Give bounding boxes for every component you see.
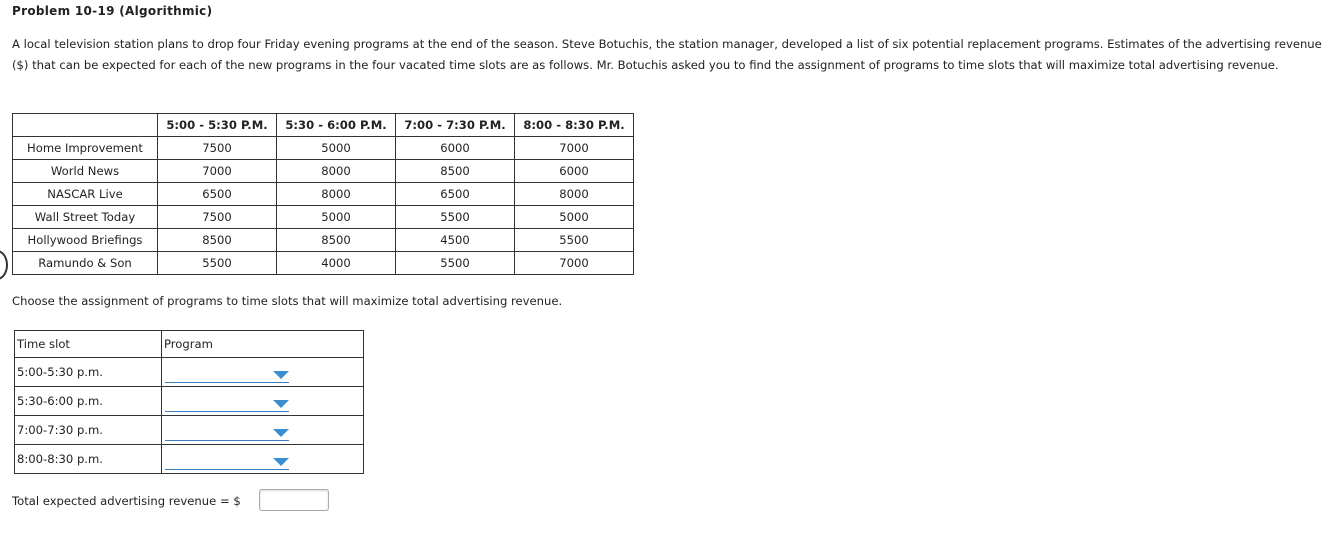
revenue-cell: 5500	[396, 252, 515, 275]
program-name: NASCAR Live	[13, 183, 158, 206]
revenue-cell: 5500	[396, 206, 515, 229]
revenue-cell: 7500	[158, 206, 277, 229]
program-header: Program	[162, 331, 364, 358]
column-header: 5:00 - 5:30 P.M.	[158, 114, 277, 137]
revenue-cell: 5000	[277, 206, 396, 229]
caret-down-icon[interactable]	[273, 458, 289, 466]
table-row	[15, 387, 364, 416]
program-select-1[interactable]	[165, 362, 289, 383]
revenue-cell: 4500	[396, 229, 515, 252]
revenue-cell: 5000	[277, 137, 396, 160]
program-name: World News	[13, 160, 158, 183]
time-slot-header: Time slot	[15, 331, 162, 358]
time-slot-label: 5:30-6:00 p.m.	[15, 387, 162, 416]
caret-down-icon[interactable]	[273, 371, 289, 379]
program-cell	[162, 445, 364, 474]
side-scroll-handle[interactable]	[0, 250, 8, 280]
revenue-cell: 7500	[158, 137, 277, 160]
program-name: Hollywood Briefings	[13, 229, 158, 252]
table-row	[13, 229, 634, 252]
total-revenue-label: Total expected advertising revenue = $	[12, 494, 241, 508]
revenue-cell: 8500	[396, 160, 515, 183]
table-row	[13, 183, 634, 206]
assignment-header-row	[15, 331, 364, 358]
caret-down-icon[interactable]	[273, 429, 289, 437]
revenue-cell: 6500	[158, 183, 277, 206]
program-select-2[interactable]	[165, 391, 289, 412]
column-header: 5:30 - 6:00 P.M.	[277, 114, 396, 137]
revenue-cell: 8500	[277, 229, 396, 252]
revenue-table	[12, 113, 634, 275]
table-row	[13, 252, 634, 275]
revenue-cell: 7000	[515, 252, 634, 275]
caret-down-icon[interactable]	[273, 400, 289, 408]
question-prompt: Choose the assignment of programs to time slots that will maximize total advertising revenue.	[12, 294, 563, 308]
revenue-cell: 8500	[158, 229, 277, 252]
program-cell	[162, 358, 364, 387]
revenue-cell: 8000	[515, 183, 634, 206]
program-select-4[interactable]	[165, 449, 289, 470]
program-select-3[interactable]	[165, 420, 289, 441]
revenue-cell: 5500	[515, 229, 634, 252]
table-row	[13, 160, 634, 183]
revenue-cell: 8000	[277, 160, 396, 183]
table-row	[13, 206, 634, 229]
revenue-cell: 4000	[277, 252, 396, 275]
total-revenue-input[interactable]	[259, 489, 329, 511]
revenue-header-row	[13, 114, 634, 137]
program-name: Ramundo & Son	[13, 252, 158, 275]
revenue-cell: 6000	[396, 137, 515, 160]
revenue-cell: 6500	[396, 183, 515, 206]
time-slot-label: 5:00-5:30 p.m.	[15, 358, 162, 387]
table-row	[15, 445, 364, 474]
problem-intro: A local television station plans to drop four Friday evening programs at the end of the season. Steve Botuchis, the station manager, developed a list of six potential replacement programs. Estimates of the advertising revenue ($) that can be expected for each of the new programs in the four vacated time slots are as follows. Mr. Botuchis asked you to find the assignment of programs to time slots that will maximize total advertising revenue.	[12, 37, 1322, 72]
table-row	[15, 358, 364, 387]
table-row	[15, 416, 364, 445]
revenue-cell: 6000	[515, 160, 634, 183]
revenue-cell: 8000	[277, 183, 396, 206]
table-row	[13, 137, 634, 160]
revenue-cell: 5500	[158, 252, 277, 275]
revenue-cell: 5000	[515, 206, 634, 229]
program-name: Wall Street Today	[13, 206, 158, 229]
time-slot-label: 7:00-7:30 p.m.	[15, 416, 162, 445]
corner-cell	[13, 114, 158, 137]
column-header: 8:00 - 8:30 P.M.	[515, 114, 634, 137]
revenue-cell: 7000	[515, 137, 634, 160]
problem-title: Problem 10-19 (Algorithmic)	[12, 4, 213, 18]
program-cell	[162, 416, 364, 445]
program-name: Home Improvement	[13, 137, 158, 160]
column-header: 7:00 - 7:30 P.M.	[396, 114, 515, 137]
revenue-cell: 7000	[158, 160, 277, 183]
time-slot-label: 8:00-8:30 p.m.	[15, 445, 162, 474]
program-cell	[162, 387, 364, 416]
assignment-table	[14, 330, 364, 474]
